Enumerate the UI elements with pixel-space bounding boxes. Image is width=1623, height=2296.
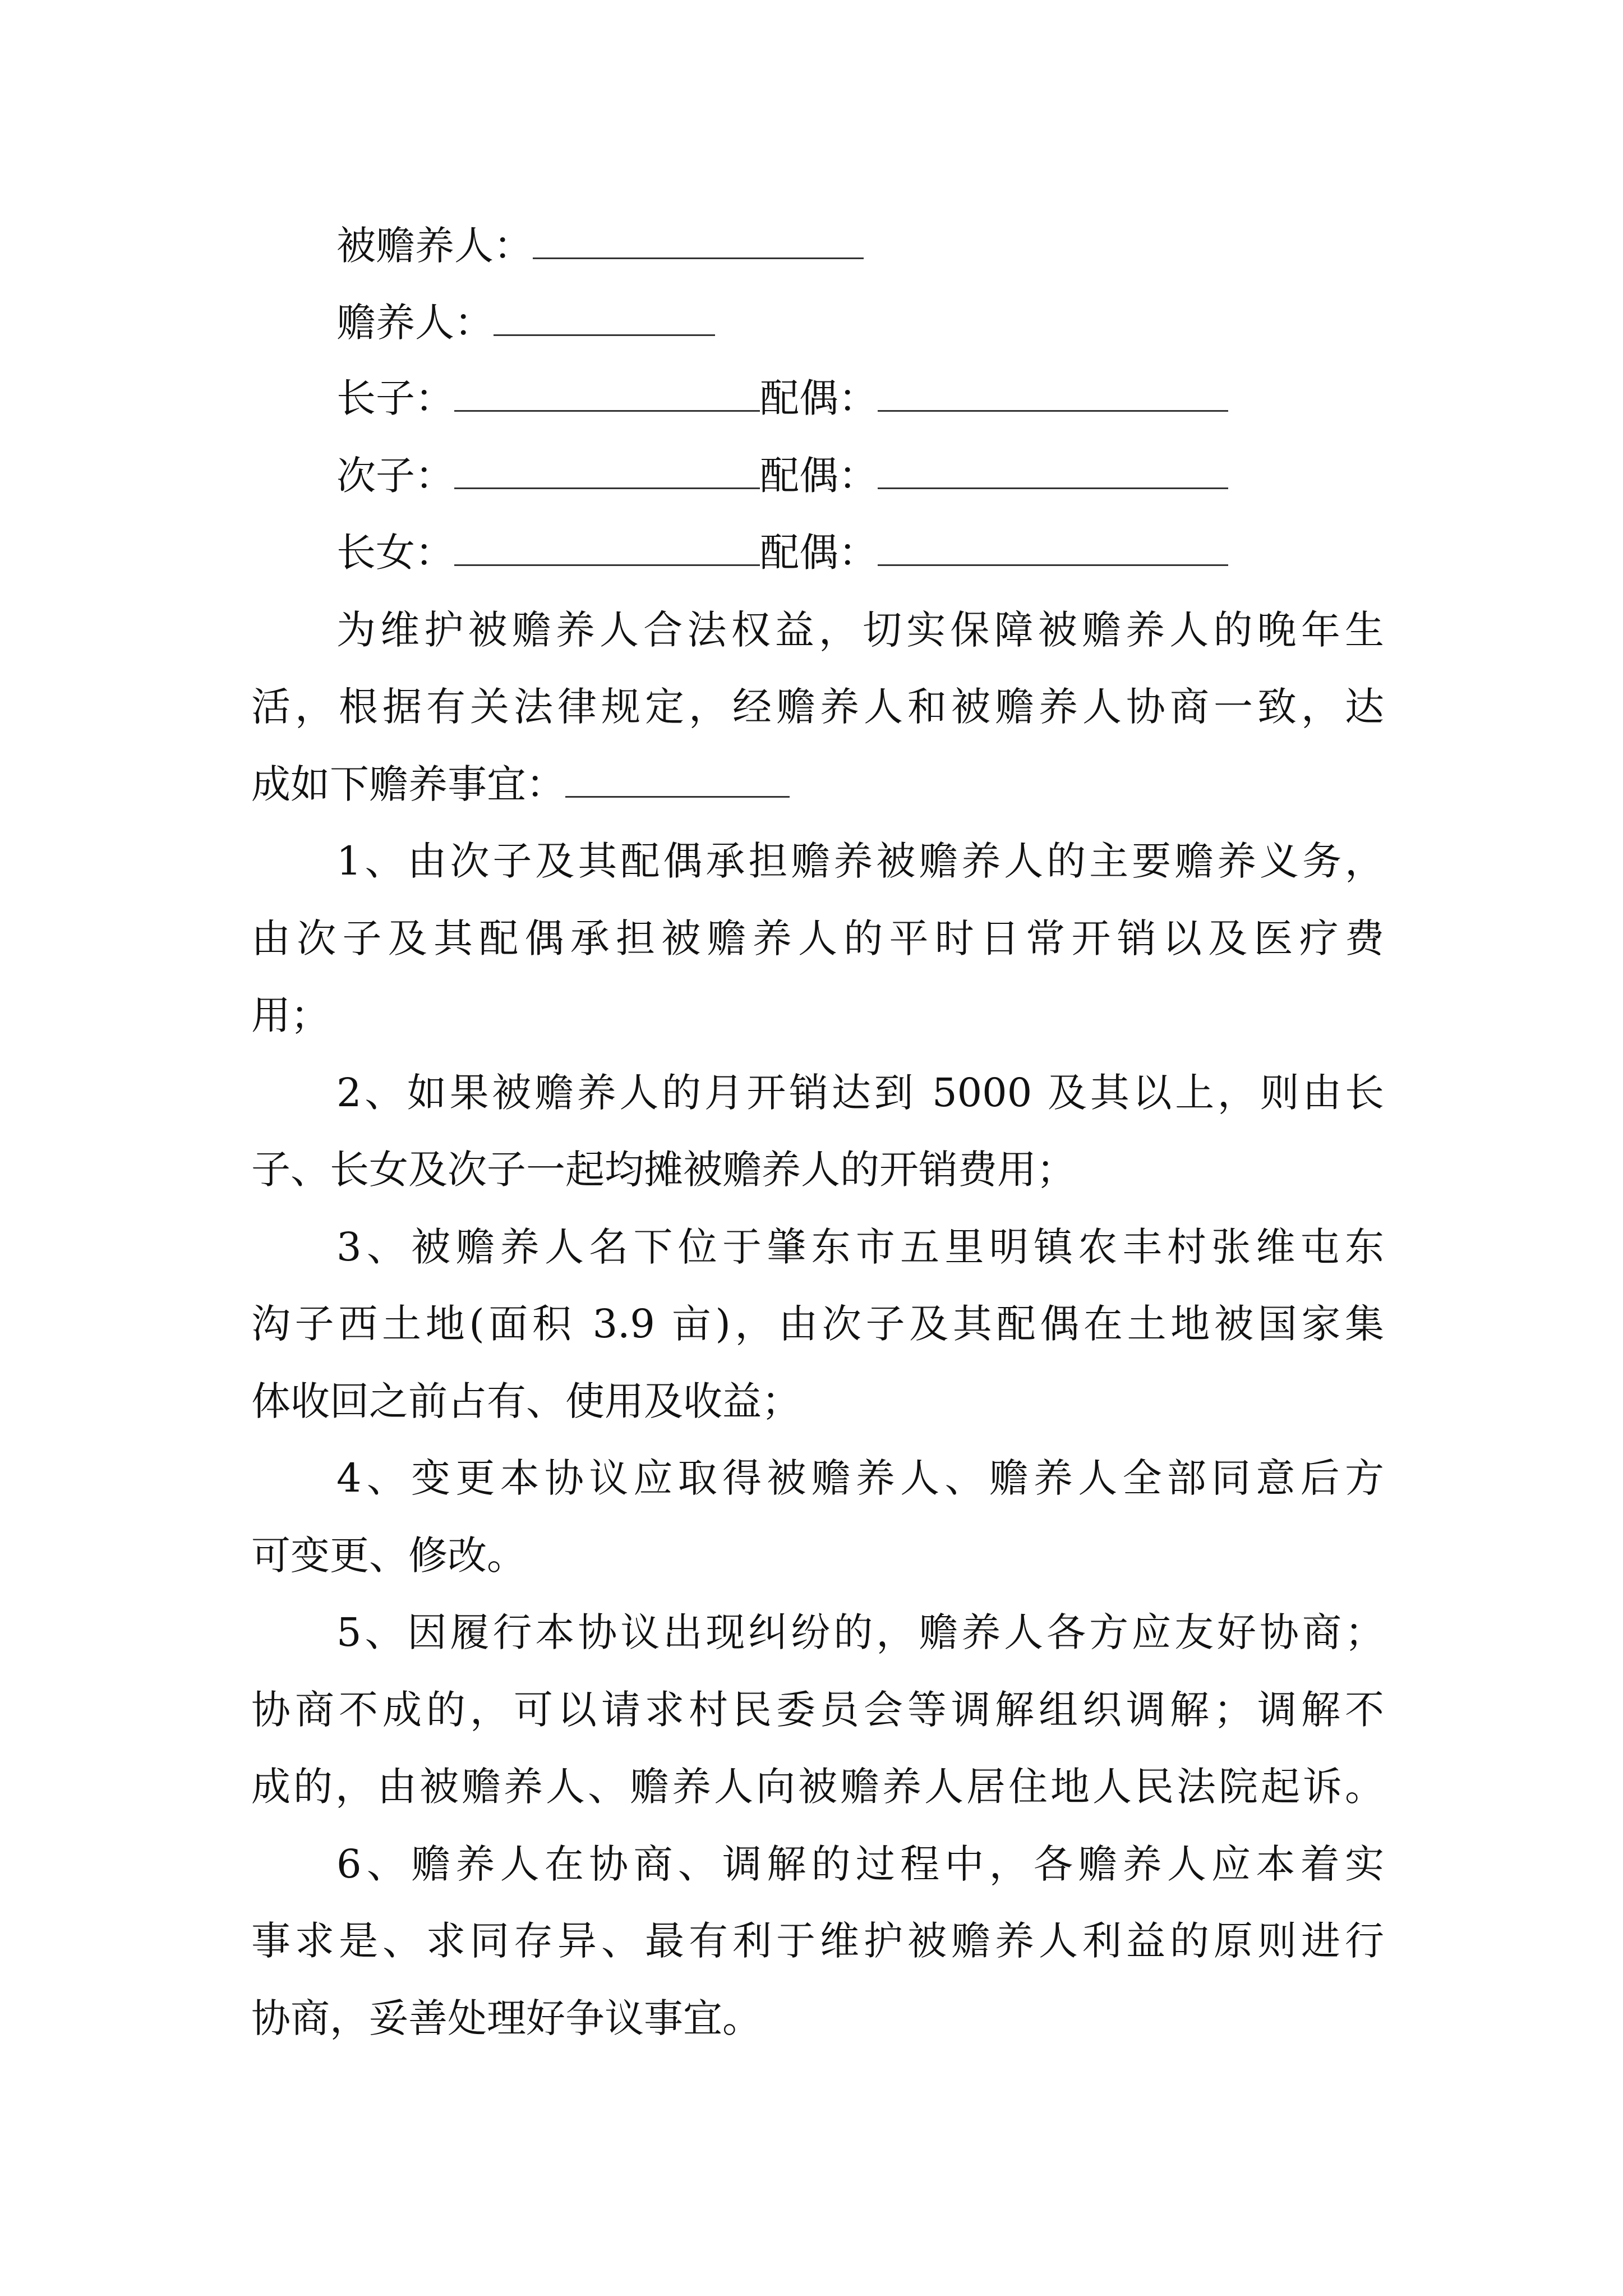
- eldest-daughter-line: [336, 519, 1384, 586]
- clause-2-line-2: 子、长女及次子一起均摊被赡养人的开销费用；: [251, 1147, 1076, 1193]
- second-son-line: [336, 442, 1384, 509]
- clause-4-line-1: 4、变更本协议应取得被赡养人、赡养人全部同意后方: [336, 1455, 1384, 1501]
- intro-blank: [565, 757, 790, 798]
- eldest-daughter-spouse-blank: [878, 525, 1228, 566]
- supporter-label: 赡养人：: [336, 300, 494, 346]
- second-son-spouse-label: 配偶：: [760, 453, 878, 499]
- clause-6-line-1: 6、赡养人在协商、调解的过程中，各赡养人应本着实: [336, 1841, 1384, 1887]
- clause-1-line-2: 由次子及其配偶承担被赡养人的平时日常开销以及医疗费: [251, 915, 1384, 961]
- eldest-daughter-label: 长女：: [336, 530, 454, 576]
- second-son-blank: [454, 448, 760, 489]
- second-son-spouse-blank: [878, 448, 1228, 489]
- clause-3-line-2: 沟子西土地(面积 3.9 亩)，由次子及其配偶在土地被国家集: [251, 1301, 1384, 1347]
- eldest-son-label: 长子：: [336, 375, 454, 421]
- clause-5-line-2: 协商不成的，可以请求村民委员会等调解组织调解；调解不: [251, 1687, 1384, 1733]
- clause-1-line-3: 用；: [251, 992, 330, 1038]
- clause-6-line-3: 协商，妥善处理好争议事宜。: [251, 1995, 762, 2041]
- clause-1-line-1: 1、由次子及其配偶承担赡养被赡养人的主要赡养义务，: [336, 838, 1384, 884]
- clause-5-line-3: 成的，由被赡养人、赡养人向被赡养人居住地人民法院起诉。: [251, 1764, 1384, 1810]
- clause-3-line-3: 体收回之前占有、使用及收益；: [251, 1378, 801, 1424]
- clause-3-line-1: 3、被赡养人名下位于肇东市五里明镇农丰村张维屯东: [336, 1224, 1384, 1270]
- supporter-line: [336, 289, 1384, 356]
- dependent-label: 被赡养人：: [336, 223, 533, 269]
- clause-6-line-2: 事求是、求同存异、最有利于维护被赡养人利益的原则进行: [251, 1918, 1384, 1964]
- clause-4-line-2: 可变更、修改。: [251, 1533, 526, 1579]
- eldest-son-line: [336, 365, 1384, 432]
- eldest-daughter-spouse-label: 配偶：: [760, 530, 878, 576]
- eldest-daughter-blank: [454, 525, 760, 566]
- intro-line-1: 为维护被赡养人合法权益，切实保障被赡养人的晚年生: [336, 607, 1384, 653]
- clause-2-line-1: 2、如果被赡养人的月开销达到 5000 及其以上，则由长: [336, 1070, 1384, 1116]
- eldest-son-spouse-blank: [878, 371, 1228, 412]
- intro-line-3: [251, 751, 1384, 818]
- intro-line-2: 活，根据有关法律规定，经赡养人和被赡养人协商一致，达: [251, 684, 1384, 730]
- eldest-son-blank: [454, 371, 760, 412]
- supporter-blank: [494, 295, 715, 336]
- second-son-label: 次子：: [336, 453, 454, 499]
- intro-line-3-text: 成如下赡养事宜：: [251, 761, 565, 807]
- clause-5-line-1: 5、因履行本协议出现纠纷的，赡养人各方应友好协商；: [336, 1609, 1384, 1655]
- dependent-line: [336, 212, 1384, 279]
- eldest-son-spouse-label: 配偶：: [760, 375, 878, 421]
- dependent-blank: [533, 218, 864, 259]
